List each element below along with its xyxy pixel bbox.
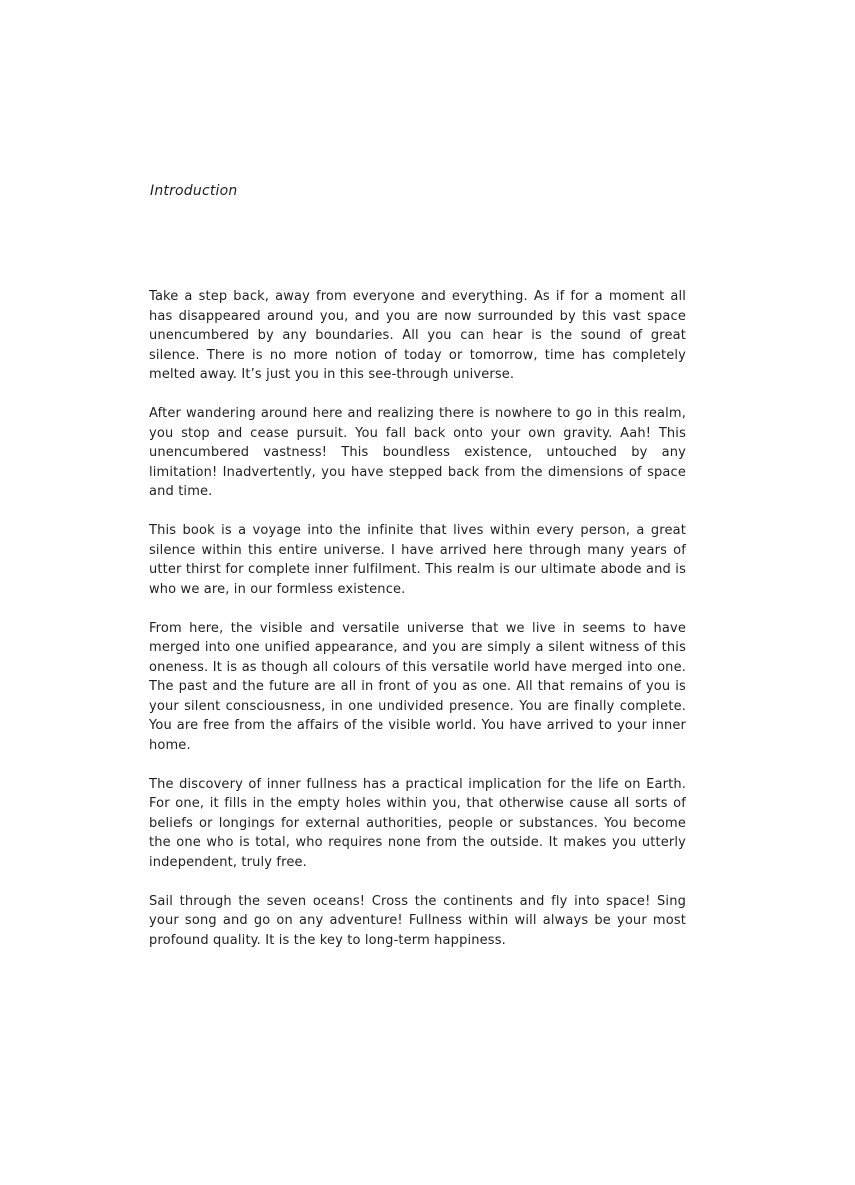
chapter-heading: Introduction xyxy=(150,183,238,199)
paragraph: Take a step back, away from everyone and everything. As if for a moment all has disappeared around you, and you are now surrounded by this vast space unencumbered by any boundaries. All you can hear is the sound of great silence. There is no more notion of today or tomorrow, time has completely melted away. It’s just you in this see-through universe. xyxy=(149,289,686,382)
paragraph: After wandering around here and realizing there is nowhere to go in this realm, you stop and cease pursuit. You fall back onto your own gravity. Aah! This unencumbered vastness! This boundless existence, untouched by any limitation! Inadvertently, you have stepped back from the dimensions of space and time. xyxy=(149,406,686,499)
paragraph: Sail through the seven oceans! Cross the continents and fly into space! Sing your song and go on any adventure! Fullness within will always be your most profound quality. It is the key to long-term happiness. xyxy=(149,893,686,948)
paragraph: From here, the visible and versatile universe that we live in seems to have merged into one unified appearance, and you are simply a silent witness of this oneness. It is as though all colours of this versatile world have merged into one. The past and the future are all in front of you as one. All that remains of you is your silent consciousness, in one undivided presence. You are finally complete. You are free from the affairs of the visible world. You have arrived to your inner home. xyxy=(149,620,686,753)
body-text xyxy=(149,287,686,970)
paragraph: This book is a voyage into the infinite that lives within every person, a great silence within this entire universe. I have arrived here through many years of utter thirst for complete inner fulfilment. This realm is our ultimate abode and is who we are, in our formless existence. xyxy=(149,523,686,597)
paragraph: The discovery of inner fullness has a practical implication for the life on Earth. For one, it fills in the empty holes within you, that otherwise cause all sorts of beliefs or longings for external authorities, people or substances. You become the one who is total, who requires none from the outside. It makes you utterly independent, truly free. xyxy=(149,776,686,870)
